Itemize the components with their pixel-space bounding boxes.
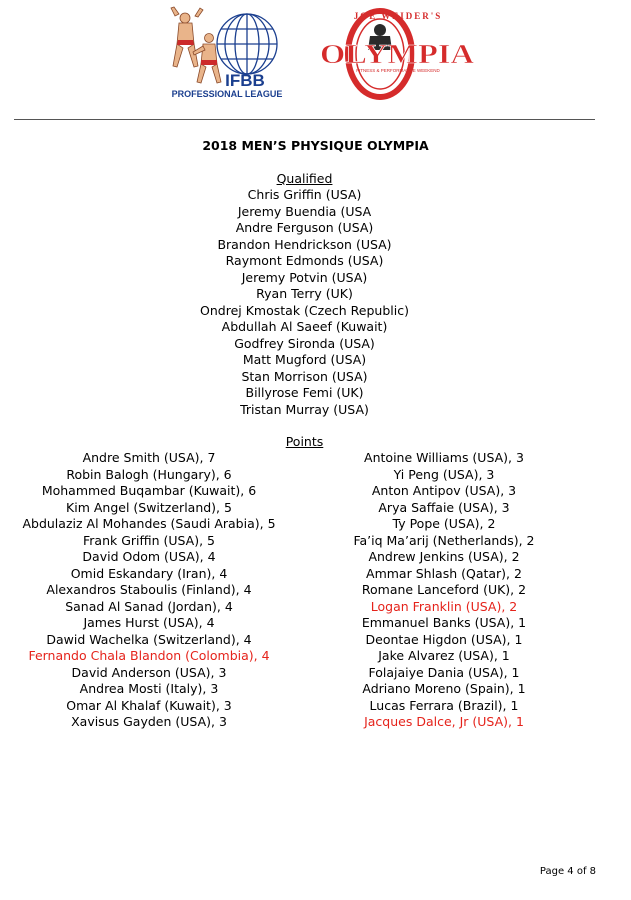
points-athlete: Lucas Ferrara (Brazil), 1 xyxy=(369,697,519,713)
olympia-sub-text: FITNESS & PERFORMANCE WEEKEND xyxy=(356,68,440,73)
points-athlete: Fernando Chala Blandon (Colombia), 4 xyxy=(28,648,270,663)
qualified-athlete: Ondrej Kmostak (Czech Republic) xyxy=(200,302,409,318)
professional-league-text: PROFESSIONAL LEAGUE xyxy=(171,89,283,99)
points-athlete: Sanad Al Sanad (Jordan), 4 xyxy=(65,598,233,614)
points-list-left xyxy=(10,450,288,731)
points-athlete: Kim Angel (Switzerland), 5 xyxy=(66,499,232,515)
qualified-athlete: Tristan Murray (USA) xyxy=(240,401,369,417)
page-number: Page 4 of 8 xyxy=(539,866,596,877)
points-athlete: Anton Antipov (USA), 3 xyxy=(371,483,517,498)
qualified-athlete: Andre Ferguson (USA) xyxy=(235,220,374,235)
qualified-athlete: Godfrey Sironda (USA) xyxy=(234,335,375,351)
points-athlete: Omar Al Khalaf (Kuwait), 3 xyxy=(66,697,232,713)
header-logos xyxy=(0,4,631,104)
points-list-right xyxy=(322,450,566,731)
points-athlete: David Odom (USA), 4 xyxy=(82,549,216,564)
points-athlete: Frank Griffin (USA), 5 xyxy=(82,532,215,548)
points-athlete: Jacques Dalce, Jr (USA), 1 xyxy=(364,714,524,729)
page-title: 2018 MEN’S PHYSIQUE OLYMPIA xyxy=(202,138,429,153)
points-athlete: Jake Alvarez (USA), 1 xyxy=(378,648,510,663)
qualified-athlete: Stan Morrison (USA) xyxy=(241,368,368,384)
qualified-list xyxy=(0,187,609,418)
points-athlete: Deontae Higdon (USA), 1 xyxy=(365,631,523,647)
points-athlete: Fa’iq Ma’arij (Netherlands), 2 xyxy=(353,532,535,548)
points-athlete: Arya Saffaie (USA), 3 xyxy=(378,499,510,515)
points-athlete: James Hurst (USA), 4 xyxy=(83,615,215,630)
olympia-top-text: JOE WEIDER'S xyxy=(353,11,443,21)
points-athlete: Omid Eskandary (Iran), 4 xyxy=(70,565,228,581)
points-athlete: Dawid Wachelka (Switzerland), 4 xyxy=(46,631,252,647)
qualified-athlete: Jeremy Potvin (USA) xyxy=(241,269,368,285)
qualified-heading: Qualified xyxy=(276,171,333,186)
points-athlete: Emmanuel Banks (USA), 1 xyxy=(361,615,527,630)
points-athlete: Folajaiye Dania (USA), 1 xyxy=(368,664,520,680)
points-athlete: Ty Pope (USA), 2 xyxy=(392,516,496,531)
qualified-athlete: Brandon Hendrickson (USA) xyxy=(217,236,392,252)
points-heading: Points xyxy=(285,434,324,449)
olympia-logo xyxy=(318,8,476,100)
qualified-athlete: Billyrose Femi (UK) xyxy=(245,385,364,400)
points-athlete: Xavisus Gayden (USA), 3 xyxy=(71,714,227,729)
header-divider xyxy=(14,119,595,120)
points-athlete: Robin Balogh (Hungary), 6 xyxy=(66,466,232,482)
points-athlete: Andrew Jenkins (USA), 2 xyxy=(368,549,520,564)
points-athlete: Andre Smith (USA), 7 xyxy=(82,450,216,465)
points-athlete: David Anderson (USA), 3 xyxy=(71,664,227,680)
qualified-athlete: Jeremy Buendia (USA xyxy=(237,203,372,219)
points-athlete: Mohammed Buqambar (Kuwait), 6 xyxy=(41,483,257,498)
points-athlete: Yi Peng (USA), 3 xyxy=(393,466,495,482)
points-athlete: Andrea Mosti (Italy), 3 xyxy=(79,681,219,696)
points-athlete: Antoine Williams (USA), 3 xyxy=(364,450,524,465)
qualified-athlete: Ryan Terry (UK) xyxy=(256,286,353,301)
points-athlete: Abdulaziz Al Mohandes (Saudi Arabia), 5 xyxy=(22,516,276,531)
qualified-athlete: Abdullah Al Saeef (Kuwait) xyxy=(221,319,388,334)
qualified-athlete: Chris Griffin (USA) xyxy=(247,187,362,202)
ifbb-logo xyxy=(165,4,305,100)
points-athlete: Logan Franklin (USA), 2 xyxy=(370,598,518,614)
points-athlete: Adriano Moreno (Spain), 1 xyxy=(362,681,526,696)
olympia-word: OLYMPIA xyxy=(320,39,475,69)
points-athlete: Romane Lanceford (UK), 2 xyxy=(361,582,527,597)
qualified-athlete: Matt Mugford (USA) xyxy=(242,352,367,367)
ifbb-text: IFBB xyxy=(225,71,265,90)
qualified-athlete: Raymont Edmonds (USA) xyxy=(225,253,384,268)
points-athlete: Alexandros Staboulis (Finland), 4 xyxy=(46,582,252,597)
points-athlete: Ammar Shlash (Qatar), 2 xyxy=(366,565,522,581)
